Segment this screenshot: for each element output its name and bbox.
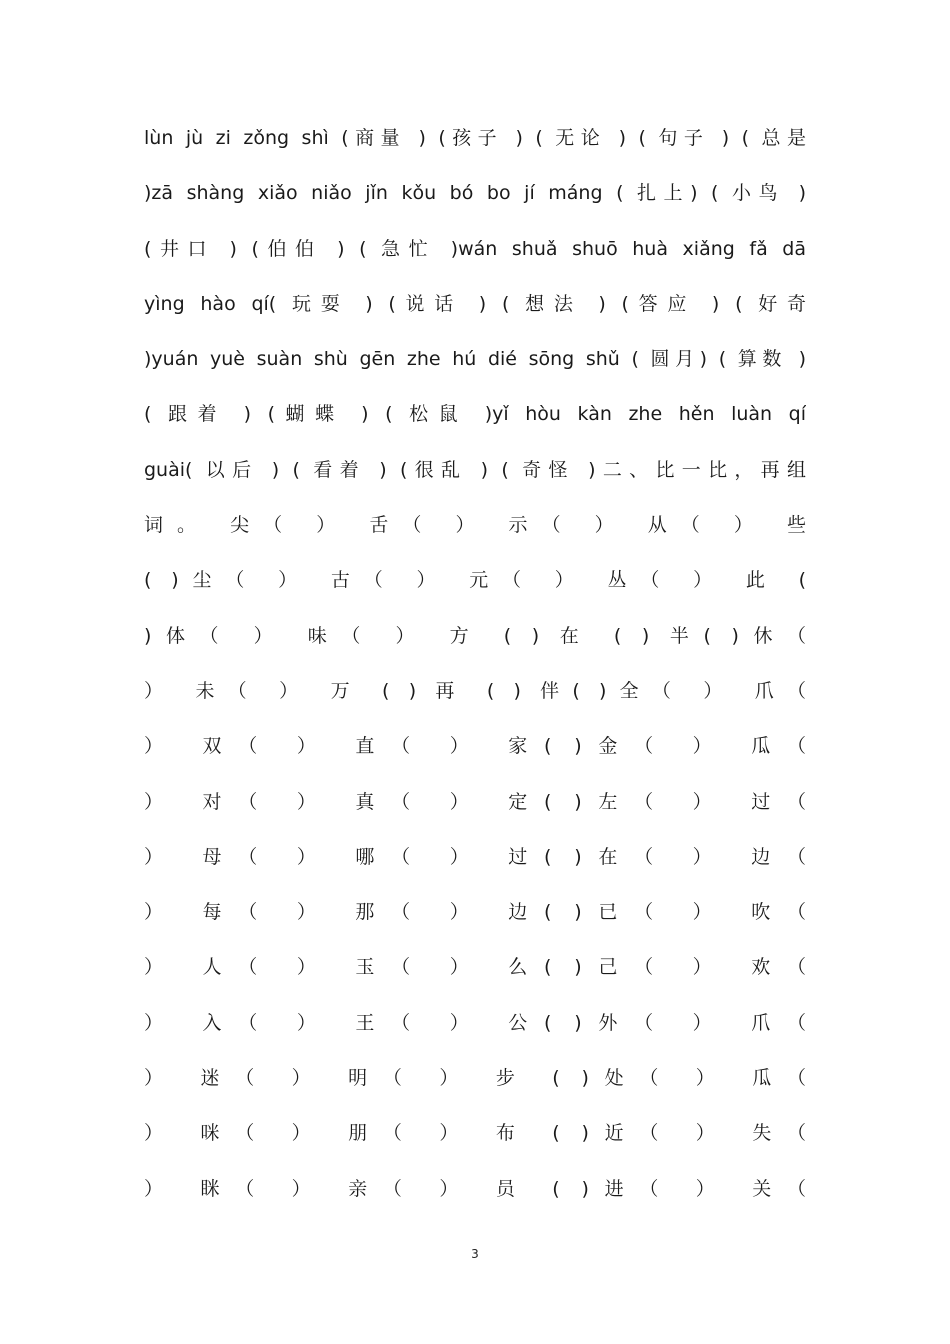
text-line-12: ） 双（ ） 直（ ） 家( )金（ ） 瓜（ [144, 735, 806, 758]
text-line-18: ） 迷（ ） 明（ ） 步 ( )处（ ） 瓜（ [144, 1067, 806, 1090]
text-line-9: ( )尘（ ） 古（ ） 元（ ） 丛（ ） 此 ( [144, 569, 806, 592]
text-line-4: yìng hào qí( 玩耍 ) (说话 ) ( 想法 ) (答应 ) ( 好奇 [144, 292, 806, 315]
text-line-20: ） 眯（ ） 亲（ ） 员 ( )进（ ） 关（ [144, 1177, 806, 1200]
text-line-16: ） 人（ ） 玉（ ） 么( )己（ ） 欢（ [144, 956, 806, 979]
text-line-14: ） 母（ ） 哪（ ） 过( )在（ ） 边（ [144, 845, 806, 868]
worksheet-text [144, 111, 806, 1217]
text-line-6: ( 跟着 ) (蝴蝶 ) ( 松鼠 )yǐ hòu kàn zhe hěn luàn qí [144, 403, 806, 426]
text-line-1: lùn jù zi zǒng shì (商量 ) (孩子 ) ( 无论 ) ( 句子 ) ( 总是 [144, 127, 806, 149]
text-line-13: ） 对（ ） 真（ ） 定( )左（ ） 过（ [144, 790, 806, 813]
text-line-15: ） 每（ ） 那（ ） 边( )已（ ） 吹（ [144, 901, 806, 924]
text-line-8: 词。 尖（ ） 舌（ ） 示（ ） 从（ ） 些 [144, 514, 806, 537]
text-line-19: ） 咪（ ） 朋（ ） 布 ( )近（ ） 失（ [144, 1122, 806, 1145]
text-line-11: ） 未（ ） 万 ( ) 再 ( ) 伴( )全（ ） 爪（ [144, 679, 806, 702]
text-line-10: )体（ ） 味（ ） 方 ( ) 在 ( ) 半( )休（ [144, 624, 806, 647]
text-line-3: (井口 ) (伯伯 ) ( 急忙 )wán shuǎ shuō huà xiǎng fǎ dā [144, 237, 806, 260]
text-line-2: )zā shàng xiǎo niǎo jǐn kǒu bó bo jí máng ( 扎上) ( 小鸟 ) [144, 182, 806, 205]
text-line-7: guài( 以后 ) ( 看着 ) (很乱 ) ( 奇怪 )二、比一比，再组 [144, 458, 806, 481]
text-line-5: )yuán yuè suàn shù gēn zhe hú dié sōng shǔ ( 圆月) ( 算数 ) [144, 348, 806, 371]
text-line-17: ） 入（ ） 王（ ） 公( )外（ ） 爪（ [144, 1011, 806, 1034]
page-number: 3 [471, 1247, 479, 1261]
